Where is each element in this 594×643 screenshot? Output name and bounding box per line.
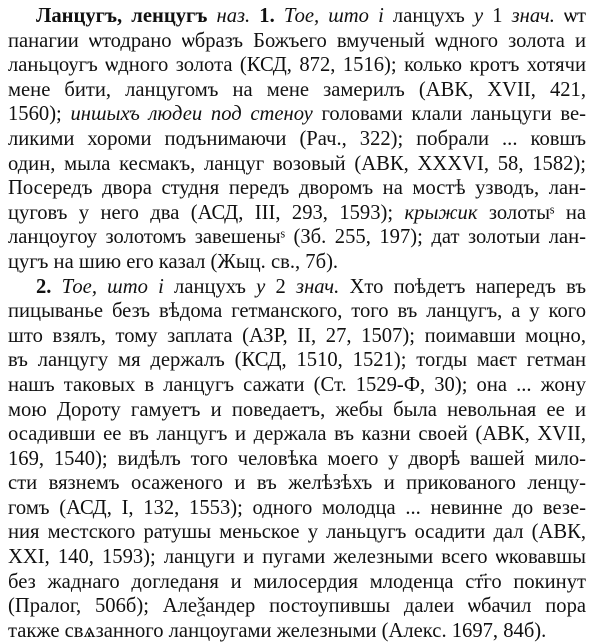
text-line — [8, 545, 586, 570]
text-run: пицыванье безъ вѣдома гетманского, того въ ланцугъ, а у кого — [8, 300, 586, 323]
text-line — [8, 299, 586, 324]
text-run: ланцухъ — [163, 275, 257, 298]
italic-run: Тое, што і — [61, 275, 164, 298]
text-line — [8, 201, 586, 226]
text-line — [8, 225, 586, 250]
italic-run: у — [473, 5, 484, 27]
text-line — [8, 53, 586, 78]
text-line — [8, 520, 586, 545]
text-line — [8, 250, 586, 275]
text-run: также свѧзанного ланцоугами железными (Алекс. 1697, 84б). — [8, 619, 547, 642]
text-run: што взялъ, тому заплата (АЗР, II, 27, 1507); поимавши моцно, — [8, 324, 586, 347]
text-run: ланьцоугъ ѡдного золота (КСД, 872, 1516); колько кротъ хотячи — [8, 54, 586, 77]
text-run: въ ланцугу мя держалъ (КСД, 1510, 1521); тогды маєт гетман — [8, 349, 586, 372]
text-line — [8, 496, 586, 521]
text-run: 1560); — [8, 103, 71, 126]
text-run: осадивши ее въ ланцугъ и держала въ казни своей (АВК, XVII, — [8, 423, 586, 446]
text-line — [8, 373, 586, 398]
text-run: ликими хороми подънимаючи (Рач., 322); побрали ... ковшъ — [8, 127, 586, 150]
text-line — [8, 4, 586, 29]
text-line — [8, 176, 586, 201]
text-line — [8, 152, 586, 177]
italic-run: знач. — [511, 5, 555, 27]
text-line — [8, 78, 586, 103]
text-run: 169, 1540); видѣлъ того человѣка моего у дворѣ вашей мило- — [8, 447, 586, 470]
text-run: ланцоугоу золотомъ завешеныˢ (Зб. 255, 197); дат золотыи лан- — [8, 226, 586, 249]
text-line — [8, 447, 586, 472]
text-run: нашъ таковых в ланцугъ сажати (Ст. 1529-Ф, 30); она ... жону — [8, 373, 586, 396]
italic-run: наз. — [216, 5, 251, 27]
text-line — [8, 127, 586, 152]
bold-run: 2. — [36, 275, 52, 298]
entry-sense-2 — [8, 275, 586, 643]
text-run: без жаднаго догледаня и милосердия млоденца ст҃го покинут — [8, 570, 586, 593]
text-run: 2 — [265, 275, 297, 298]
text-line — [8, 471, 586, 496]
text-run: золотыˢ на — [477, 201, 586, 224]
text-run: ния местского ратушы меньское у ланьцугъ осадити дал (АВК, — [8, 521, 586, 544]
text-run: головами клали ланьцуги ве- — [312, 103, 586, 126]
text-line — [8, 422, 586, 447]
italic-run: иншыхъ людеи под стеноу — [70, 103, 313, 126]
text-line — [8, 398, 586, 423]
text-run: (Пралог, 506б); Алеѯандер постоупившы далеи ѡбачил пора — [8, 595, 586, 618]
italic-run: крыжик — [404, 201, 478, 224]
bold-run: 1. — [259, 5, 275, 27]
text-run: один, мыла кесмакъ, ланцуг возовый (АВК, XXXVI, 58, 1582); — [8, 152, 586, 175]
italic-run: Тое, што і — [283, 5, 384, 27]
text-run: мене бити, ланцугомъ на мене замерилъ (АВК, XVII, 421, — [8, 78, 586, 101]
text-run: мою Дороту гамуетъ и поведаетъ, жебы была невольная ее и — [8, 398, 586, 421]
text-run: цуговъ у него два (АСД, III, 293, 1593); — [8, 201, 405, 224]
text-run: ланцухъ — [383, 5, 474, 27]
entry-sense-1 — [8, 4, 586, 275]
text-run — [275, 5, 284, 27]
text-run: цугъ на шию его казал (Жыц. св., 7б). — [8, 250, 339, 273]
text-line — [8, 570, 586, 595]
italic-run: знач. — [296, 275, 340, 298]
italic-run: у — [256, 275, 266, 298]
bold-run: Ланцугъ, ленцугъ — [36, 5, 208, 27]
text-line — [8, 324, 586, 349]
text-run: ѡт — [554, 5, 587, 27]
text-run: Посередъ двора студня передъ дворомъ на мостѣ узводъ, лан- — [8, 177, 586, 200]
text-run — [250, 5, 259, 27]
text-run — [51, 276, 61, 298]
text-line — [8, 619, 586, 643]
text-line — [8, 275, 586, 300]
text-run: Хто поѣдетъ напередъ въ — [339, 275, 586, 298]
text-line — [8, 29, 586, 54]
text-line — [8, 348, 586, 373]
text-line — [8, 594, 586, 619]
text-run: гомъ (АСД, I, 132, 1553); одного молодца ... невинне до везе- — [8, 496, 586, 519]
text-run: панагии ѡтодрано ѡбразъ Божъего вмученый ѡдного золота и — [8, 29, 586, 52]
text-run: 1 — [483, 5, 512, 27]
text-line — [8, 102, 586, 127]
text-run: XXI, 140, 1593); ланцуги и пугами железными всего ѡковавшы — [8, 546, 586, 569]
text-run: сти вязнемъ осаженого и въ желѣзѣхъ и прикованого ленцу- — [8, 472, 586, 495]
